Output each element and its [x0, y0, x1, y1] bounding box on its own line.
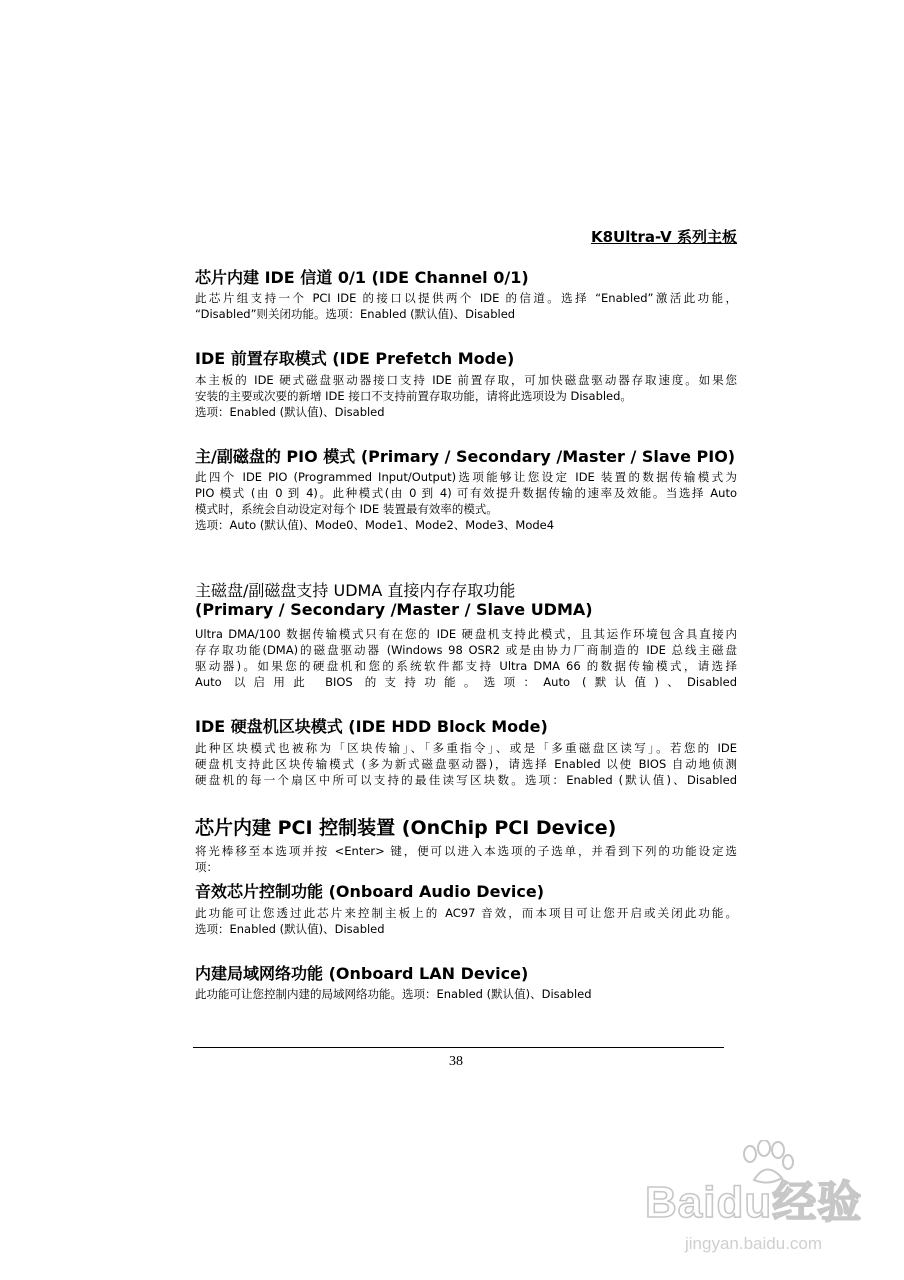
section-body-line: 驱动器)。如果您的硬盘机和您的系统软件都支持 Ultra DMA 66 的数据传输模式，请选择: [195, 659, 737, 673]
section-body-line: Auto 以启用此 BIOS 的支持功能。选项：Auto (默认值)、Disabled: [195, 675, 737, 689]
section-body-line: 硬盘机的每一个扇区中所可以支持的最佳读写区块数。选项：Enabled (默认值)、Disabled: [195, 773, 737, 787]
page-number: 38: [449, 1054, 463, 1069]
section-body-line: 此种区块模式也被称为「区块传输」、「多重指令」、或是「多重磁盘区读写」。若您的 IDE: [195, 741, 737, 755]
section-body-line: 安装的主要或次要的新增 IDE 接口不支持前置存取功能，请将此选项设为 Disabled。: [195, 389, 632, 403]
section-body-line: 此四个 IDE PIO (Programmed Input/Output)选项能够让您设定 IDE 装置的数据传输模式为: [195, 470, 737, 484]
section-body-line: 模式时，系统会自动设定对每个 IDE 装置最有效率的模式。: [195, 502, 498, 516]
section-title-onboard-lan: 内建局域网络功能 (Onboard LAN Device): [195, 964, 529, 983]
section-body-line: 此功能可让您控制内建的局域网络功能。选项：Enabled (默认值)、Disabled: [195, 987, 592, 1001]
document-header-title: K8Ultra-V 系列主板: [590, 228, 737, 246]
section-body-line: 将光棒移至本选项并按 <Enter> 键，便可以进入本选项的子选单，并看到下列的功能设定选: [195, 844, 737, 858]
section-title-onboard-audio: 音效芯片控制功能 (Onboard Audio Device): [195, 882, 545, 901]
section-body-line: 项：: [195, 860, 218, 874]
section-body-line: 选项：Enabled (默认值)、Disabled: [195, 405, 385, 419]
section-body-line: 此功能可让您透过此芯片来控制主板上的 AC97 音效，而本项目可让您开启或关闭此功能。: [195, 906, 737, 920]
section-title-pio-mode: 主/副磁盘的 PIO 模式 (Primary / Secondary /Master / Slave PIO): [195, 447, 736, 466]
section-body-line: 此芯片组支持一个 PCI IDE 的接口以提供两个 IDE 的信道。选择 “Enabled”激活此功能，: [195, 291, 737, 305]
section-body-line: “Disabled”则关闭功能。选项：Enabled (默认值)、Disabled: [195, 307, 516, 321]
section-body-line: 存存取功能(DMA)的磁盘驱动器 (Windows 98 OSR2 或是由协力厂商制造的 IDE 总线主磁盘: [195, 643, 737, 657]
section-body-line: Ultra DMA/100 数据传输模式只有在您的 IDE 硬盘机支持此模式，且其运作环境包含具直接内: [195, 627, 737, 641]
section-body-line: PIO 模式 (由 0 到 4)。此种模式(由 0 到 4) 可有效提升数据传输的速率及效能。当选择 Auto: [195, 486, 737, 500]
footer-rule: [193, 1047, 724, 1048]
watermark-url: jingyan.baidu.com: [685, 1234, 823, 1253]
baidu-jingyan-watermark: [645, 1140, 890, 1270]
section-title-hdd-block-mode: IDE 硬盘机区块模式 (IDE HDD Block Mode): [195, 717, 548, 736]
section-body-line: 选项：Auto (默认值)、Mode0、Mode1、Mode2、Mode3、Mode4: [195, 518, 555, 532]
section-title-udma: [195, 578, 515, 601]
section-body-line: 选项：Enabled (默认值)、Disabled: [195, 922, 385, 936]
section-body-line: 硬盘机支持此区块传输模式 (多为新式磁盘驱动器)，请选择 Enabled 以使 BIOS 自动地侦测: [195, 757, 737, 771]
section-title-ide-channel: 芯片内建 IDE 信道 0/1 (IDE Channel 0/1): [195, 268, 529, 287]
section-title-onchip-pci: 芯片内建 PCI 控制装置 (OnChip PCI Device): [195, 817, 617, 839]
watermark-logo-text: Baidu经验: [645, 1178, 863, 1227]
section-title-udma-text: 主磁盘/副磁盘支持 UDMA 直接内存存取功能: [195, 581, 516, 600]
section-body-line: 本主板的 IDE 硬式磁盘驱动器接口支持 IDE 前置存取，可加快磁盘驱动器存取速度。如果您: [195, 373, 737, 387]
section-title-ide-prefetch: IDE 前置存取模式 (IDE Prefetch Mode): [195, 349, 515, 368]
section-subtitle-udma: (Primary / Secondary /Master / Slave UDMA): [195, 600, 593, 619]
